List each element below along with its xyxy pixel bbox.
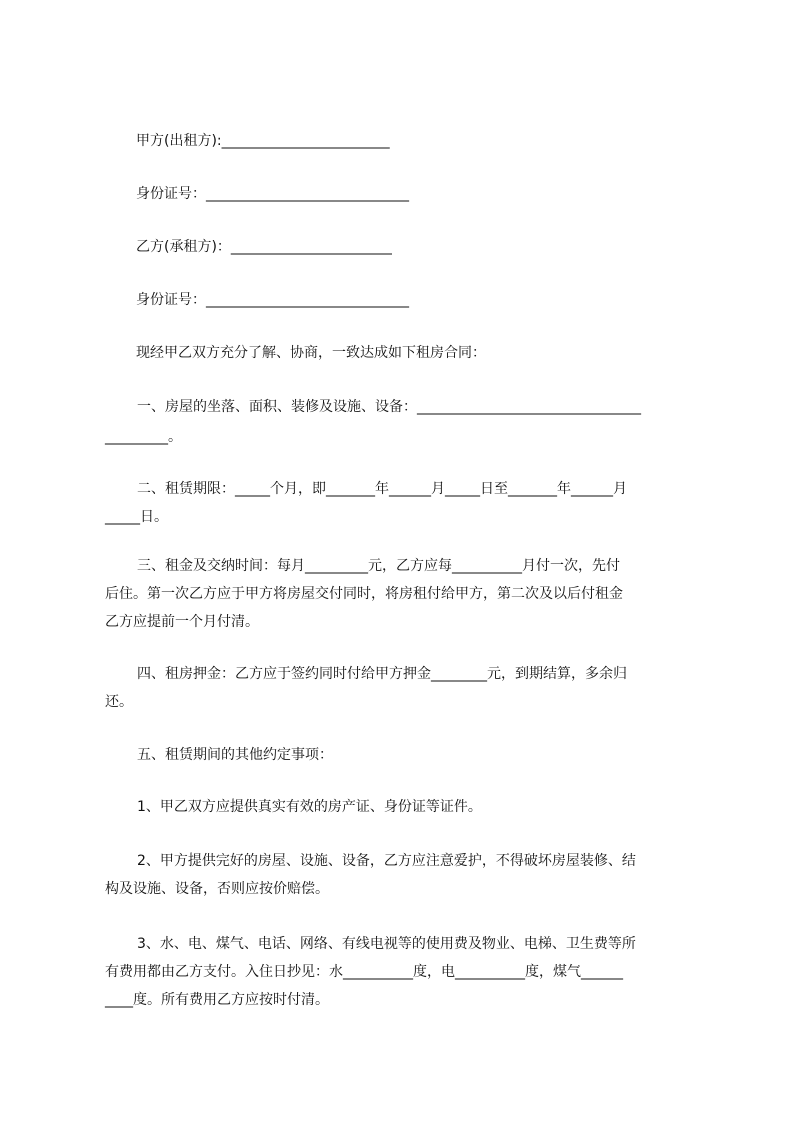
clause-1-line-2: _________。 [105, 429, 182, 445]
clause-5-item-1: 1、甲乙双方应提供真实有效的房产证、身份证等证件。 [137, 799, 482, 815]
clause-1-line-1: 一、房屋的坐落、面积、装修及设施、设备：________________________________ [137, 399, 641, 415]
clause-4-line-2: 还。 [105, 694, 133, 710]
clause-5-item-3-line-2: 有费用都由乙方支付。入住日抄见：水__________度，电__________度，煤气______ [105, 964, 623, 980]
clause-2-line-2: _____日。 [105, 509, 168, 525]
clause-4-line-1: 四、租房押金：乙方应于签约同时付给甲方押金________元，到期结算，多余归 [137, 666, 627, 682]
clause-5-title: 五、租赁期间的其他约定事项： [137, 747, 333, 763]
clause-5-item-3-line-1: 3、水、电、煤气、电话、网络、有线电视等的使用费及物业、电梯、卫生费等所 [137, 936, 636, 952]
clause-3-line-2: 后住。第一次乙方应于甲方将房屋交付同时，将房租付给甲方，第二次及以后付租金 [105, 586, 623, 602]
party-b-line: 乙方(承租方)：_______________________ [136, 239, 392, 255]
clause-5-item-3-line-3: ____度。所有费用乙方应按时付清。 [105, 992, 329, 1008]
clause-5-item-2-line-1: 2、甲方提供完好的房屋、设施、设备，乙方应注意爱护，不得破坏房屋装修、结 [137, 853, 636, 869]
clause-5-item-2-line-2: 构及设施、设备，否则应按价赔偿。 [105, 881, 329, 897]
clause-3-line-1: 三、租金及交纳时间：每月_________元，乙方应每__________月付一次，先付 [137, 558, 620, 574]
clause-2-line-1: 二、租赁期限：_____个月，即_______年______月_____日至_______年______月 [137, 481, 627, 497]
party-a-id-line: 身份证号：_____________________________ [136, 186, 409, 202]
clause-3-line-3: 乙方应提前一个月付清。 [105, 614, 259, 630]
party-b-id-line: 身份证号：_____________________________ [136, 292, 409, 308]
contract-intro: 现经甲乙双方充分了解、协商，一致达成如下租房合同： [136, 345, 486, 361]
party-a-line: 甲方(出租方):________________________ [136, 133, 390, 149]
